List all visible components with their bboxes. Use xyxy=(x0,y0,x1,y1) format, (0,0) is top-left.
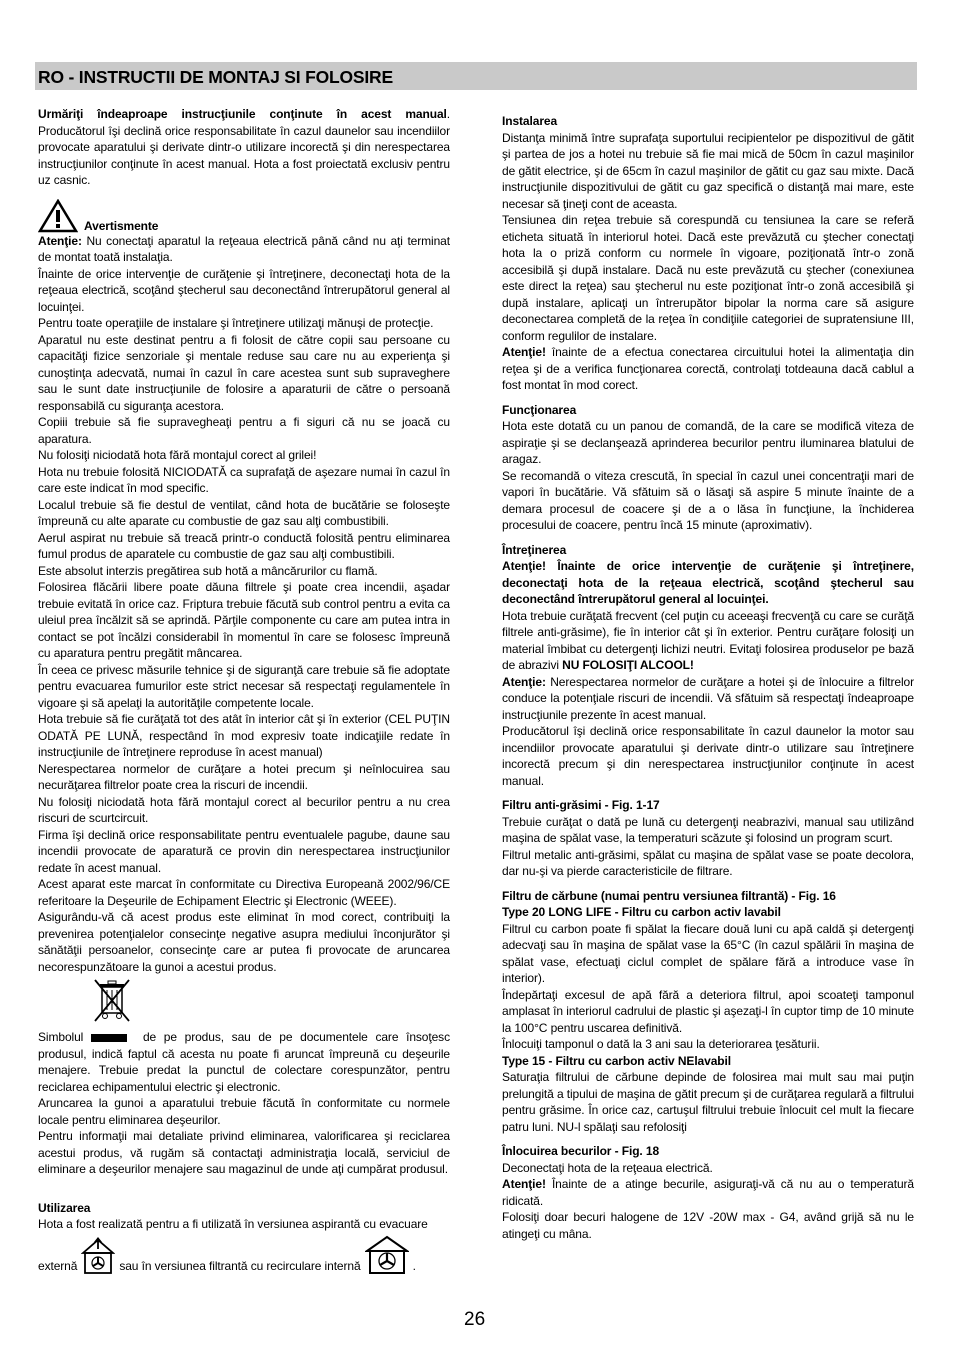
attention-label: Atenţie: xyxy=(38,233,82,248)
usage-recirculation-label: sau în versiunea filtrantă cu recirculare internă xyxy=(119,1259,361,1273)
weee-paragraph-3: Pentru informaţii mai detaliate privind eliminarea, valorificarea şi reciclarea acestui produs, vă rugăm să contactaţi administraţia locală, serviciul de eliminare a deşeurilor menajere sau magazinul de unde aţi cumpărat produsul. xyxy=(38,1129,450,1176)
weee-bin-block xyxy=(92,977,450,1025)
warnings-heading xyxy=(38,199,450,233)
operation-paragraph-1: Hota este dotată cu un panou de comandă, de la care se modifică viteza de aspiraţie şi se declanşează aprinderea becurilor pentru iluminarea blatului de aragaz. xyxy=(502,419,914,466)
bulbs-paragraph-1: Deconectaţi hota de la reţeaua electrică. xyxy=(502,1160,713,1175)
maintenance-attention-label: Atenţie: xyxy=(502,674,546,689)
warning-paragraph: Folosirea flăcării libere poate dăuna filtrele şi poate crea incendii, aşadar trebuie evitată în orice caz. Friptura trebuie făcută sub control pentru a evita ca uleiul prea încălzit să se aprindă. Părţile componente cu care am putea intra in contact se pot încălzi considerabil în momentul în care se folosesc împreună cu aparatura pentru pregătit mâncarea. xyxy=(38,580,450,660)
right-column xyxy=(502,113,914,1242)
recirculation-house-icon xyxy=(365,1235,409,1275)
weee-paragraph-2: Aruncarea la gunoi a aparatului trebuie făcută în conformitate cu normele locale pentru eliminarea deşeurilor. xyxy=(38,1096,450,1127)
warning-paragraph: În ceea ce privesc măsurile tehnice şi de siguranţă care trebuie să fie adoptate pentru evacuarea fumurilor este strict necesar să respectaţi regulamentele în vigoare şi să apelaţi la autorităţile competente locale. xyxy=(38,662,450,710)
warning-paragraph: Este absolut interzis pregătirea sub hotă a mâncărurilor cu flamă. xyxy=(38,563,378,578)
operation-title: Funcţionarea xyxy=(502,402,577,417)
intro-paragraph xyxy=(38,106,450,189)
warning-paragraph: Localul trebuie să fie destul de ventilat, când hota de bucătărie se foloseşte împreună cu alte aparate cu combustie de gaz sau alţi combustibili. xyxy=(38,497,450,528)
warning-paragraph: Asigurându-vă că acest produs este eliminat în mod corect, contribuiţi la prevenirea potenţialelor consecinţe negative asupra mediului înconjurător şi sănătăţii persoanelor, consecinţe care ar putea fi provocate de aruncarea necorespunzătoare la gunoi a acestui produs. xyxy=(38,910,450,974)
warning-paragraph: Firma îşi declină orice responsabilitate pentru eventualele pagube, daune sau incendii provocate de aparatură ce provin din nerespectarea instrucţiunilor redate în acest manual. xyxy=(38,827,450,875)
crossed-bin-icon xyxy=(92,977,132,1023)
carbon-type20-title: Type 20 LONG LIFE - Filtru cu carbon activ lavabil xyxy=(502,905,781,919)
maintenance-title: Întreţinerea xyxy=(502,542,567,557)
bulbs-paragraph-3: Folosiţi doar becuri halogene de 12V -20W max - G4, având grijă să nu le atingeţi cu mâna. xyxy=(502,1210,914,1241)
maintenance-paragraph-3 xyxy=(502,674,914,724)
warning-paragraph: Hota trebuie să fie curăţată tot des atât în interior cât şi în exterior (CEL PUŢIN ODATĂ PE LUNĂ, respectând în mod expresiv toate indicaţiile redate în instrucţiunile de întreţinere reproduse în acest manual) xyxy=(38,712,450,759)
install-attention-label: Atenţie! xyxy=(502,345,546,359)
install-paragraph-2: Tensiunea din reţea trebuie să corespundă cu tensiunea la care se referă eticheta situată în interiorul hotei. Dacă este prevăzută cu ştecher conectaţi hota la o priză conform cu normele în vigoare, poziţionată într-o zonă accesibilă şi după instalare. Dacă nu este prevăzută cu ştecher (conexiunea este direct la reţea) sau ştecherul nu este poziţionat într-o zonă accesibilă şi după instalare, aplicaţi un întrerupător bipolar la norma care să asigure deconectarea completă de la reţea în condiţiile categoriei de supratensiune III, conform regulilor de instalare. xyxy=(502,213,914,343)
maintenance-text: Hota trebuie curăţată frecvent (cel puţin cu aceeaşi frecvenţă cu care se curăţă filtrele anti-grăsime), fie în interior cât şi în exterior. Pentru curăţare folosiţi un material îmbibat cu detergenţi lichizi neutri. Evitaţi folosirea produselor pe bază de abrazivi xyxy=(502,608,914,672)
attention-text: Nu conectaţi aparatul la reţeaua electrică până când nu aţi terminat de montat toată instalaţia. xyxy=(38,233,450,264)
carbon-filter-title: Filtru de cărbune (numai pentru versiunea filtrantă) - Fig. 16 xyxy=(502,888,836,903)
warning-paragraph: Înainte de orice intervenţie de curăţenie şi întreţinere, deconectaţi hota de la reţeaua electrică, scoţând ştecherul sau deconectând întrerupătorul general al locuinţei. xyxy=(38,266,450,314)
warning-triangle-icon xyxy=(38,199,78,233)
weee-symbol-paragraph xyxy=(38,1029,450,1095)
maintenance-paragraph-4: Producătorul îşi declină orice responsabilitate în cazul daunelor la motor sau incendiilor provocate aparatului şi derivate dintr-o utilizare sau întreţinere incorectă precum şi din nerespectarea instrucţiunilor conţinute în acest manual. xyxy=(502,724,914,788)
carbon-paragraph-4: Saturaţia filtrului de cărbune depinde de folosirea mai mult sau mai puţin prelungită a tipului de maşina de gătit precum şi de curăţarea regulară a filtrului pentru grăsime. În orice caz, cartuşul filtrului trebuie înlocuit cel mult la fiecare patru luni. NU-l spălaţi sau refolosiţi xyxy=(502,1070,914,1134)
black-bar-symbol xyxy=(91,1034,127,1042)
carbon-type15-title: Type 15 - Filtru cu carbon activ NElavabil xyxy=(502,1053,731,1068)
bulbs-title: Înlocuirea becurilor - Fig. 18 xyxy=(502,1144,660,1158)
install-paragraph-1: Distanţa minimă între suprafaţa suportului recipientelor pe dispozitivul de gătit şi partea de jos a hotei nu trebuie să fie mai mică de 50cm în cazul maşinilor de gătit electrice, şi de 65cm în cazul maşinilor de gătit cu gaz sau mixte. Dacă instrucţiunile dispozitivului de gătit cu gaz specifică o distanţă mai mare, este necesar să ţineţi cont de aceasta. xyxy=(502,130,914,211)
grease-filter-title: Filtru anti-grăsimi - Fig. 1-17 xyxy=(502,798,660,812)
bulbs-attention-label: Atenţie! xyxy=(502,1177,546,1191)
carbon-paragraph-2: Îndepărtaţi excesul de apă fără a deteriora filtrul, apoi scoateţi tamponul amplasat în interiorul cadrului de plastic şi aşezaţi-l în cuptor timp de 10 minute la 100°C pentru uscarea definitivă. xyxy=(502,987,914,1035)
warnings-title: Avertismente xyxy=(84,218,159,233)
carbon-paragraph-3: Înlocuiţi tamponul o dată la 3 ani sau la deteriorarea ţesăturii. xyxy=(502,1037,820,1051)
intro-text: . Producătorul îşi declină orice responsabilitate în cazul daunelor sau incendiilor provocate aparatului şi derivate dintr-o utilizare incorectă şi din nerespectarea instrucţiunilor conţinute în acest manual. Hota a fost proiectată exclusiv pentru uz casnic. xyxy=(38,107,450,187)
left-column xyxy=(38,106,450,1275)
usage-icons-line xyxy=(38,1235,450,1275)
install-attention-text: înainte de a efectua conectarea circuitului hotei la alimentaţia din reţea şi de a verifica funcţionarea corectă, controlaţi totdeauna dacă cablul a fost montat în mod corect. xyxy=(502,345,914,392)
maintenance-warning: Atenţie! Înainte de orice intervenţie de curăţenie şi întreţinere, deconectaţi hota de la reţeaua electrică, scoţând ştecherul sau deconectând întrerupătorul general al locuinţei. xyxy=(502,559,914,606)
section-header xyxy=(35,62,917,90)
bulbs-attention-text: Înainte de a atinge becurile, asiguraţi-vă că nu au o temperatură ridicată. xyxy=(502,1177,914,1208)
weee-symbol-post: de pe produs, sau de pe documentele care însoţesc produsul, indică faptul că acesta nu poate fi aruncat împreună cu deşeurile menajere. Trebuie predat la punctul de colectare corespunzător, pentru reciclarea echipamentului electric şi electronic. xyxy=(38,1030,450,1094)
warning-paragraph: Aparatul nu este destinat pentru a fi folosit de către copii sau persoane cu capacităţi fizice senzoriale şi mentale reduse sau care nu au experienţa şi cunoştinţa adecvată, numai în cazul în care acestea sunt sub supraveghere sau le sunt date instrucţiunile de folosire a aparaturii de către o persoană responsabilă cu siguranţa acestora. xyxy=(38,332,450,413)
grease-paragraph-1: Trebuie curăţat o dată pe lună cu detergenţi neabrazivi, manual sau utilizând maşina de spălat vase, la temperaturi scăzute şi folosind un program scurt. xyxy=(502,814,914,845)
no-alcohol-label: NU FOLOSIŢI ALCOOL! xyxy=(562,658,694,672)
warning-paragraph: Nerespectarea normelor de curăţare a hotei precum şi neînlocuirea sau necurăţarea filtrelor poate crea la riscuri de incendii. xyxy=(38,761,450,792)
operation-paragraph-2: Se recomandă o viteza crescută, în special în cazul unei concentraţii mari de vapori în bucătărie. Vă sfătuim să o lăsaţi să aspire 5 minute înainte de a demara procesul de coacere şi de a o lăsa în funcţiune, la închiderea procesului de coacere, pentru încă 15 minute (aproximativ). xyxy=(502,468,914,532)
warning-paragraph: Hota nu trebuie folosită NICIODATĂ ca suprafaţă de aşezare numai în cazul în care este indicat în mod specific. xyxy=(38,464,450,495)
usage-title: Utilizarea xyxy=(38,1200,91,1215)
warnings-list xyxy=(38,266,450,976)
maintenance-paragraph-2 xyxy=(502,608,914,674)
carbon-paragraph-1: Filtrul cu carbon poate fi spălat la fiecare două luni cu apă caldă şi detergenţi adecvaţi sau în maşina de spălat vase la 65°C (în cazul spălării în maşina de spălat vase, efectuaţi ciclul complet de spălare fără a introduce vase în interior). xyxy=(502,921,914,985)
usage-end-punct: . xyxy=(412,1259,416,1273)
install-title: Instalarea xyxy=(502,114,558,128)
page-number: 26 xyxy=(464,1309,486,1330)
warning-paragraph: Nu folosiţi niciodată hota fără montajul corect al grilei! xyxy=(38,448,317,462)
usage-external-label: externă xyxy=(38,1259,78,1273)
maintenance-attention-text: Nerespectarea normelor de curăţare a hotei şi de înlocuire a filtrelor conduce la potenţiale riscuri de incendii. Vă sfătuim să respectaţi îndeaproape instrucţiunile prezente în acest manual. xyxy=(502,674,914,722)
external-exhaust-house-icon xyxy=(81,1237,115,1275)
grease-paragraph-2: Filtrul metalic anti-grăsimi, spălat cu maşina de spălat vase se poate decolora, dar nu-şi va pierde caracteristicile de filtrare. xyxy=(502,847,914,878)
usage-text: Hota a fost realizată pentru a fi utilizată în versiunea aspirantă cu evacuare xyxy=(38,1217,428,1231)
warning-paragraph: Pentru toate operaţiile de instalare şi întreţinere utilizaţi mănuşi de protecţie. xyxy=(38,316,434,330)
weee-symbol-pre: Simbolul xyxy=(38,1030,84,1044)
install-paragraph-3 xyxy=(502,344,914,394)
warning-paragraph: Aerul aspirat nu trebuie să treacă printr-o conductă folosită pentru eliminarea fumul produs de aparatele cu combustie de gaz sau alţi combustibili. xyxy=(38,530,450,561)
intro-bold: Urmăriţi îndeaproape instrucţiunile conţinute în acest manual xyxy=(38,107,447,121)
page-title: RO - INSTRUCTII DE MONTAJ SI FOLOSIRE xyxy=(38,67,393,87)
warning-paragraph: Nu folosiţi niciodată hota fără montajul corect al becurilor pentru a nu crea riscuri de scurtcircuit. xyxy=(38,794,450,825)
warning-paragraph: Acest aparat este marcat în conformitate cu Directiva Europeană 2002/96/CE referitoare la Deşeurile de Echipament Electric şi Electronic (WEEE). xyxy=(38,877,450,908)
warning-attention xyxy=(38,233,450,266)
warning-paragraph: Copiii trebuie să fie supravegheaţi pentru a fi siguri că nu se joacă cu aparatura. xyxy=(38,415,450,446)
bulbs-paragraph-2 xyxy=(502,1176,914,1209)
